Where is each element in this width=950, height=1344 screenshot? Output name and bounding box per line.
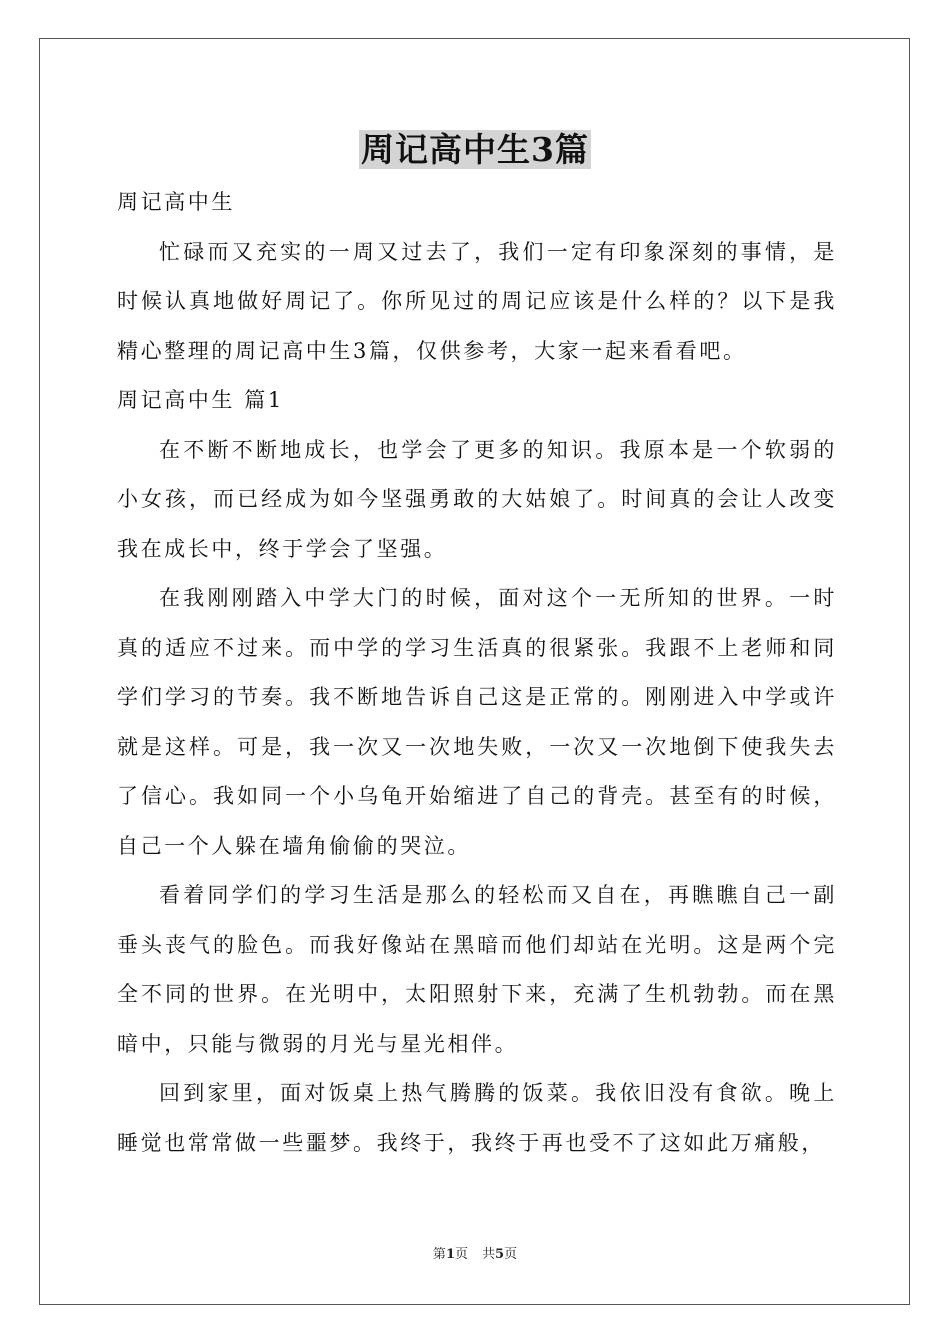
document-body bbox=[117, 178, 837, 1168]
total-prefix: 共 bbox=[482, 1247, 496, 1262]
section-heading-1: 周记高中生 篇1 bbox=[117, 388, 284, 412]
document-title-text: 周记高中生3篇 bbox=[361, 130, 589, 169]
paragraph-intro: 忙碌而又充实的一周又过去了，我们一定有印象深刻的事情，是时候认真地做好周记了。你所见过的周记应该是什么样的？以下是我精心整理的周记高中生3篇，仅供参考，大家一起来看看吧。 bbox=[117, 239, 837, 363]
page-prefix: 第 bbox=[432, 1247, 446, 1262]
total-suffix: 页 bbox=[504, 1247, 518, 1262]
total-pages: 5 bbox=[495, 1247, 505, 1262]
paragraph-heading-intro: 周记高中生 bbox=[117, 190, 235, 214]
document-title bbox=[0, 128, 950, 172]
paragraph-2: 在我刚刚踏入中学大门的时候，面对这个一无所知的世界。一时真的适应不过来。而中学的学习生活真的很紧张。我跟不上老师和同学们学习的节奏。我不断地告诉自己这是正常的。刚刚进入中学或许就是这样。可是，我一次又一次地失败，一次又一次地倒下使我失去了信心。我如同一个小乌龟开始缩进了自己的背壳。甚至有的时候，自己一个人躲在墙角偷偷的哭泣。 bbox=[117, 586, 837, 858]
page-suffix: 页 bbox=[454, 1247, 468, 1262]
page-footer bbox=[0, 1246, 950, 1264]
paragraph-4: 回到家里，面对饭桌上热气腾腾的饭菜。我依旧没有食欲。晚上睡觉也常常做一些噩梦。我终于，我终于再也受不了这如此万痛般， bbox=[117, 1081, 837, 1155]
page-current: 1 bbox=[445, 1247, 455, 1262]
paragraph-3: 看着同学们的学习生活是那么的轻松而又自在，再瞧瞧自己一副垂头丧气的脸色。而我好像站在黑暗而他们却站在光明。这是两个完全不同的世界。在光明中，太阳照射下来，充满了生机勃勃。而在黑暗中，只能与微弱的月光与星光相伴。 bbox=[117, 883, 837, 1056]
paragraph-1: 在不断不断地成长，也学会了更多的知识。我原本是一个软弱的小女孩，而已经成为如今坚强勇敢的大姑娘了。时间真的会让人改变我在成长中，终于学会了坚强。 bbox=[117, 437, 837, 561]
